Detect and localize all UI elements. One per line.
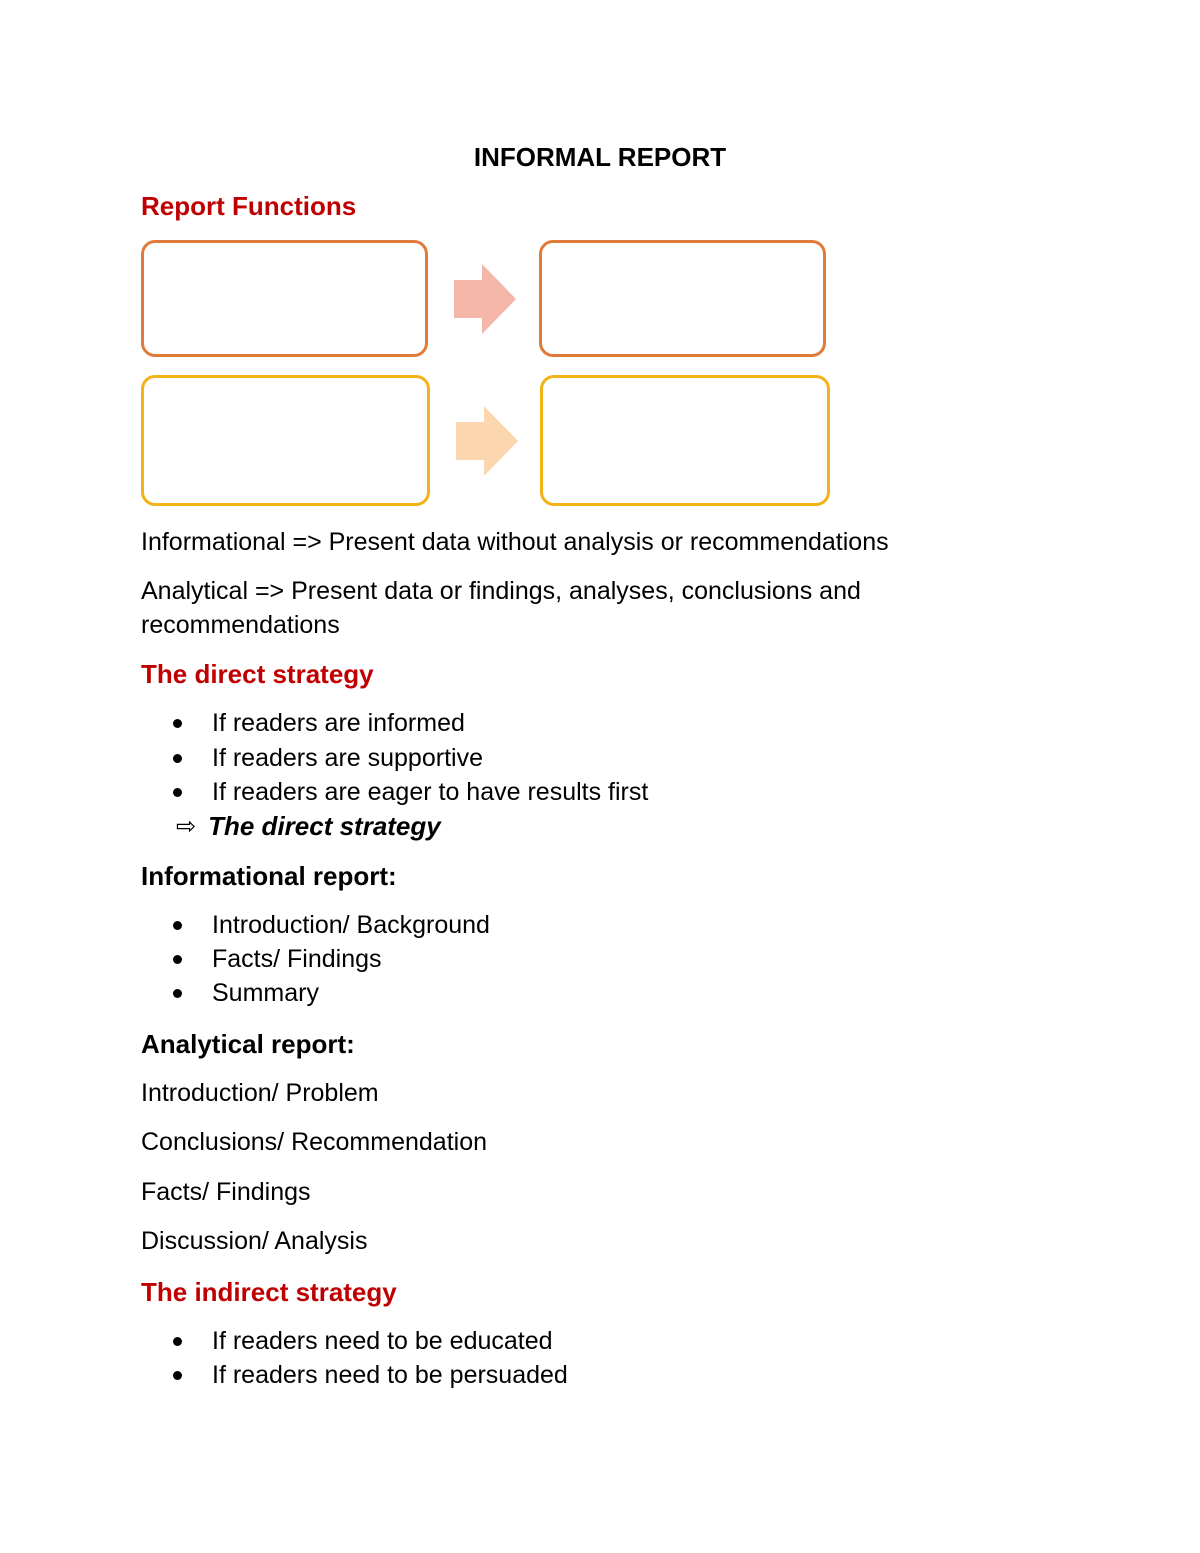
diagram-box-bottom-right (540, 375, 830, 506)
bullet-icon (173, 754, 182, 763)
list-item: If readers need to be persuaded (173, 1361, 568, 1390)
list-item: If readers are eager to have results first (173, 778, 648, 807)
outline-arrow-icon: ⇨ (176, 813, 197, 840)
report-functions-heading: Report Functions (141, 191, 357, 221)
bullet-icon (173, 1337, 182, 1346)
diagram-box-bottom-left (141, 375, 430, 506)
informational-report-heading: Informational report: (141, 861, 397, 891)
diagram-box-top-right (539, 240, 826, 357)
list-item: Summary (173, 979, 319, 1008)
analytical-report-item: Discussion/ Analysis (141, 1227, 368, 1255)
analytical-report-item: Introduction/ Problem (141, 1079, 379, 1107)
bullet-icon (173, 989, 182, 998)
analytical-definition-line-2: recommendations (141, 611, 340, 639)
list-item: If readers are informed (173, 709, 465, 738)
diagram-arrow-bottom (456, 406, 518, 476)
list-item: If readers are supportive (173, 744, 483, 773)
informational-definition: Informational => Present data without analysis or recommendations (141, 528, 889, 556)
arrow-right-icon (452, 262, 518, 336)
bullet-icon (173, 955, 182, 964)
analytical-report-heading: Analytical report: (141, 1029, 355, 1059)
arrow-right-icon (454, 404, 520, 478)
analytical-report-item: Facts/ Findings (141, 1178, 311, 1206)
direct-strategy-heading: The direct strategy (141, 659, 374, 689)
direct-strategy-conclusion: ⇨ The direct strategy (176, 811, 441, 841)
diagram-arrow-top (454, 264, 516, 334)
bullet-icon (173, 788, 182, 797)
indirect-strategy-heading: The indirect strategy (141, 1277, 397, 1307)
diagram-box-top-left (141, 240, 428, 357)
analytical-definition-line-1: Analytical => Present data or findings, analyses, conclusions and (141, 577, 861, 605)
bullet-icon (173, 921, 182, 930)
document-title: INFORMAL REPORT (473, 142, 727, 172)
list-item: If readers need to be educated (173, 1327, 553, 1356)
analytical-report-item: Conclusions/ Recommendation (141, 1128, 488, 1156)
list-item: Facts/ Findings (173, 945, 382, 974)
bullet-icon (173, 719, 182, 728)
bullet-icon (173, 1371, 182, 1380)
list-item: Introduction/ Background (173, 911, 490, 940)
